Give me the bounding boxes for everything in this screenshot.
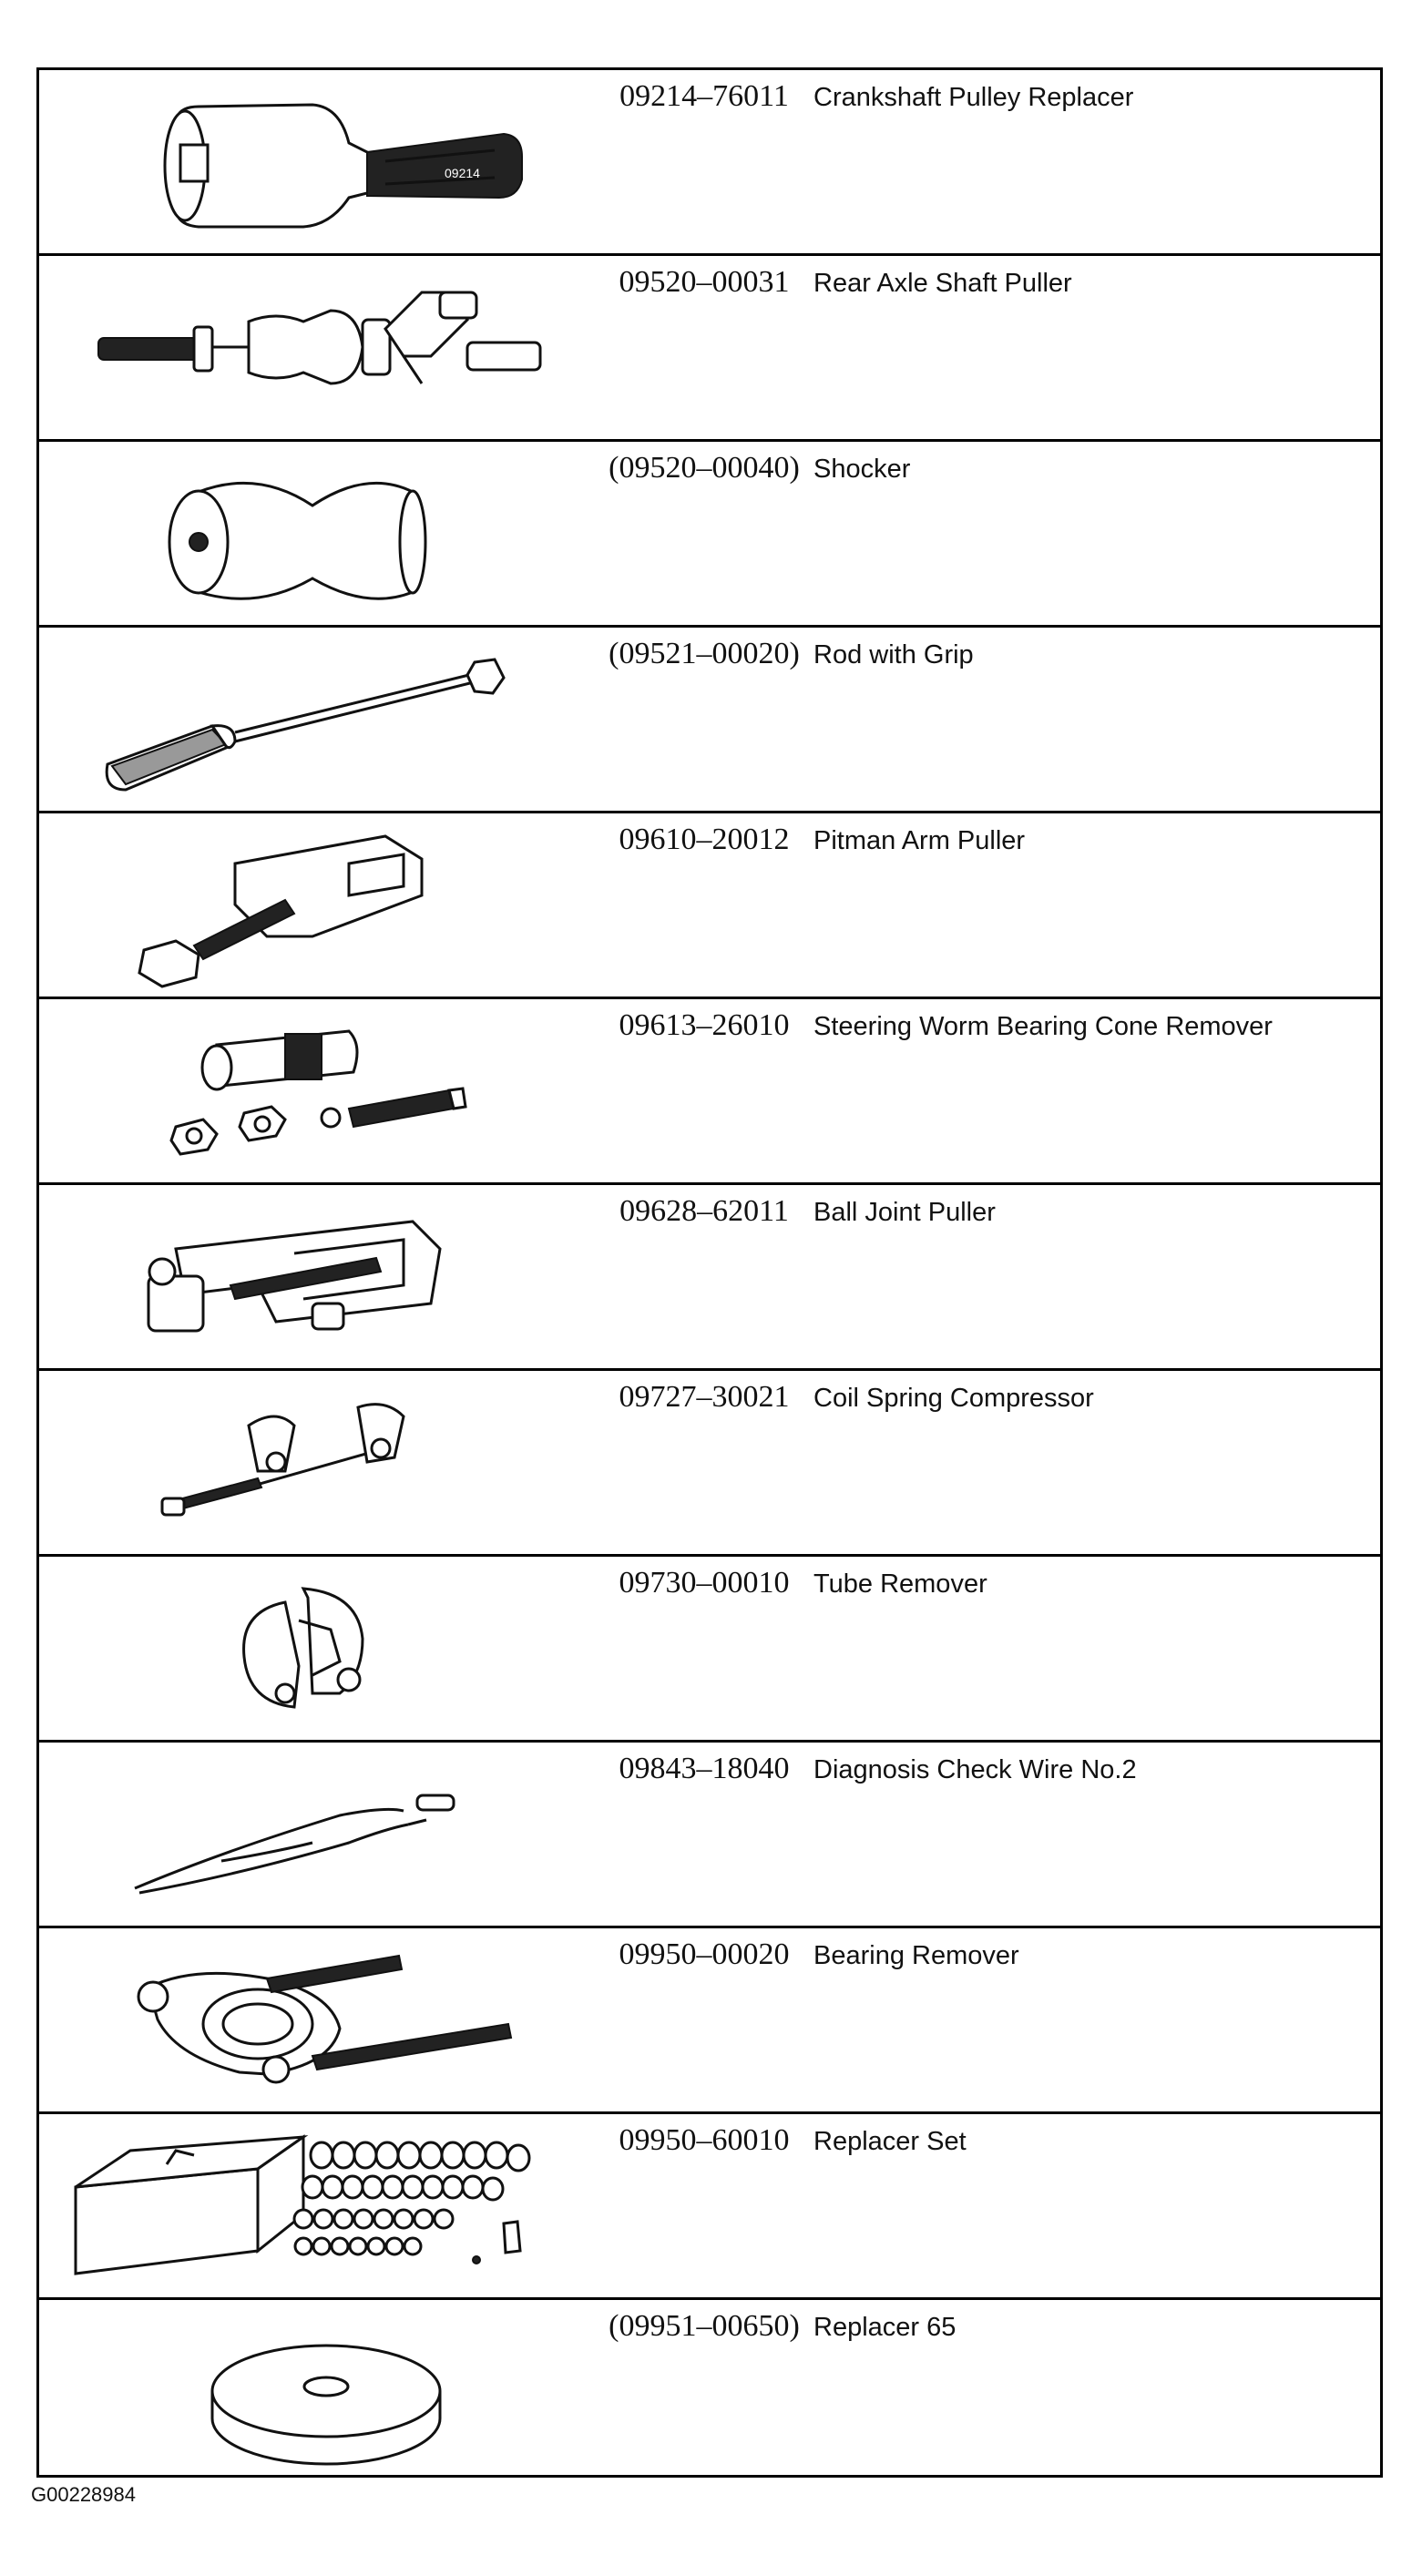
tool-name: Pitman Arm Puller <box>813 826 1026 855</box>
part-number: 09613–26010 <box>619 1008 790 1042</box>
part-number: 09843–18040 <box>619 1752 790 1785</box>
tool-name: Rear Axle Shaft Puller <box>813 269 1072 298</box>
tool-name: Tube Remover <box>813 1569 987 1599</box>
coil-spring-compressor-icon <box>39 1371 577 1554</box>
tool-name: Diagnosis Check Wire No.2 <box>813 1755 1137 1784</box>
tube-remover-icon <box>39 1557 577 1740</box>
svg-text:09214: 09214 <box>445 166 480 180</box>
tool-row <box>39 70 1380 256</box>
part-number: 09520–00031 <box>619 265 790 299</box>
tool-name: Shocker <box>813 455 911 484</box>
tool-name: Coil Spring Compressor <box>813 1384 1094 1413</box>
replacer-set-icon <box>39 2114 577 2297</box>
part-number: 09214–76011 <box>619 79 789 113</box>
tool-name: Replacer 65 <box>813 2313 957 2342</box>
tool-name: Replacer Set <box>813 2127 967 2156</box>
tool-name: Bearing Remover <box>813 1941 1019 1970</box>
part-number: 09730–00010 <box>619 1566 790 1600</box>
check-wire-icon <box>39 1743 577 1926</box>
tool-row <box>39 1928 1380 2114</box>
part-number: 09727–30021 <box>619 1380 790 1414</box>
tool-row <box>39 442 1380 628</box>
tool-row <box>39 1557 1380 1743</box>
bearing-cone-remover-icon <box>39 999 577 1182</box>
bearing-remover-icon <box>39 1928 577 2111</box>
tool-row <box>39 628 1380 813</box>
tool-row <box>39 813 1380 999</box>
part-number: 09610–20012 <box>619 823 790 856</box>
part-number: 09628–62011 <box>619 1194 789 1228</box>
tool-row <box>39 2114 1380 2300</box>
crankshaft-pulley-replacer-icon <box>39 70 577 253</box>
tool-name: Rod with Grip <box>813 640 974 670</box>
tool-row <box>39 999 1380 1185</box>
pitman-arm-puller-icon <box>39 813 577 997</box>
tool-name: Crankshaft Pulley Replacer <box>813 83 1134 112</box>
tool-name: Ball Joint Puller <box>813 1198 996 1227</box>
shocker-icon <box>39 442 577 625</box>
tool-name: Steering Worm Bearing Cone Remover <box>813 1012 1273 1041</box>
tool-row <box>39 256 1380 442</box>
ball-joint-puller-icon <box>39 1185 577 1368</box>
tool-row <box>39 1185 1380 1371</box>
part-number: (09521–00020) <box>609 637 800 670</box>
figure-id: G00228984 <box>31 2483 136 2506</box>
part-number: 09950–00020 <box>619 1937 790 1971</box>
part-number: (09520–00040) <box>609 451 800 485</box>
part-number: (09951–00650) <box>609 2309 800 2343</box>
rod-with-grip-icon <box>39 628 577 811</box>
tool-row <box>39 1743 1380 1928</box>
rear-axle-shaft-puller-icon <box>39 256 577 439</box>
part-number: 09950–60010 <box>619 2123 790 2157</box>
tool-row <box>39 2300 1380 2480</box>
replacer-65-icon <box>39 2300 577 2480</box>
tool-row <box>39 1371 1380 1557</box>
special-tools-table <box>36 67 1383 2478</box>
